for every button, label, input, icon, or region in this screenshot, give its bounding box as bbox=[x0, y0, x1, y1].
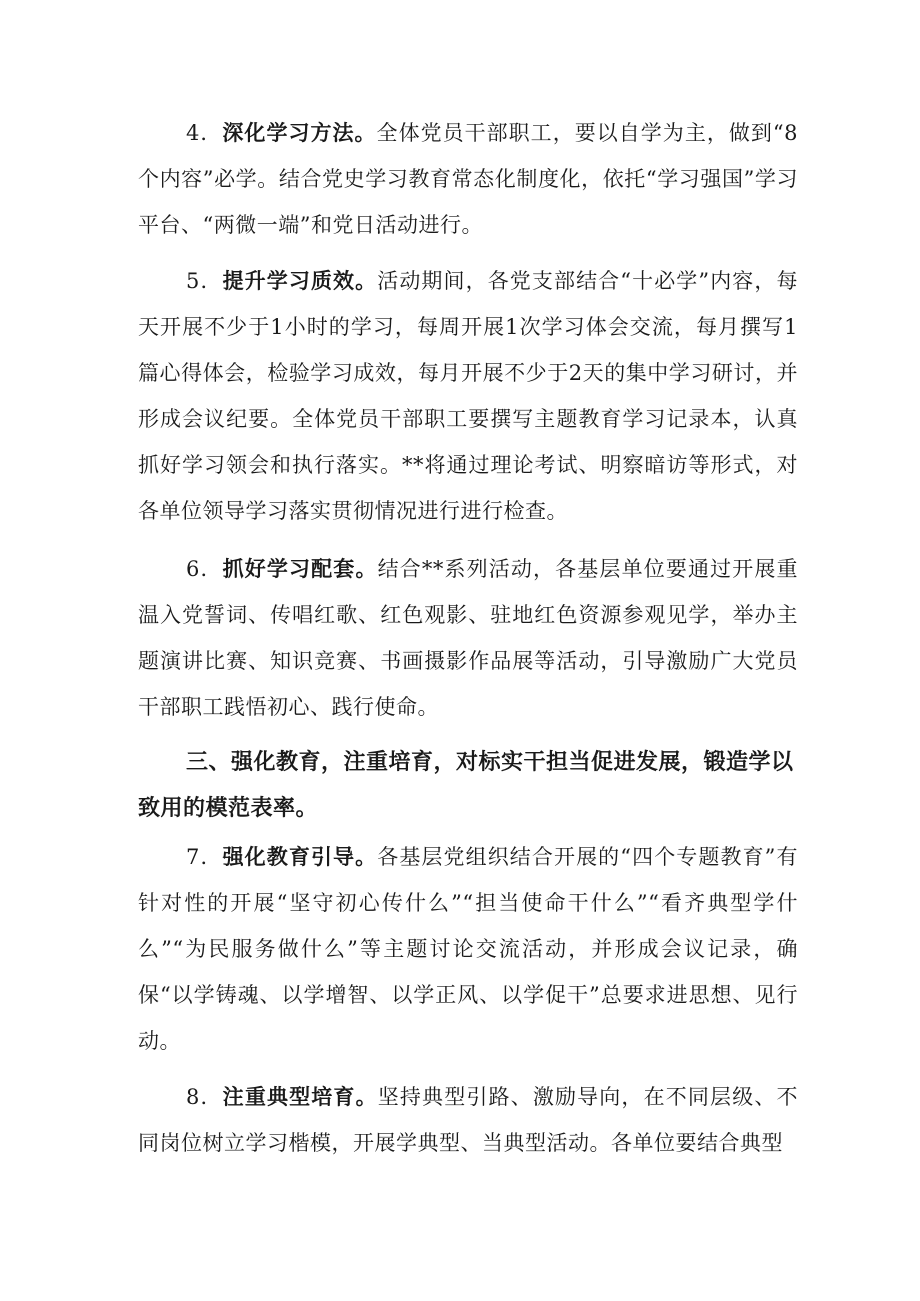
item-body: 全体党员干部职工，要以自学为主，做到“8个内容”必学。结合党史学习教育常态化制度化，依托“学习强国”学习平台、“两微一端”和党日活动进行。 bbox=[138, 121, 798, 237]
item-number: 5． bbox=[186, 269, 223, 293]
paragraph-item-5 bbox=[138, 258, 798, 534]
item-number: 8． bbox=[186, 1085, 223, 1109]
item-number: 6． bbox=[186, 557, 223, 581]
paragraph-item-6 bbox=[138, 546, 798, 730]
item-heading: 抓好学习配套。 bbox=[222, 557, 378, 581]
item-heading: 提升学习质效。 bbox=[222, 269, 378, 293]
section-heading-three: 三、强化教育，注重培育，对标实干担当促进发展，锻造学以致用的模范表率。 bbox=[138, 750, 794, 821]
item-body: 各基层党组织结合开展的“四个专题教育”有针对性的开展“坚守初心传什么”“担当使命干什么”“看齐典型学什么”“为民服务做什么”等主题讨论交流活动，并形成会议记录，确保“以学铸魂、以学增智、以学正风、以学促干”总要求进思想、见行动。 bbox=[138, 845, 798, 1053]
paragraph-item-7 bbox=[138, 834, 798, 1064]
item-heading: 注重典型培育。 bbox=[222, 1085, 378, 1109]
item-number: 7． bbox=[186, 845, 223, 869]
item-body: 结合**系列活动，各基层单位要通过开展重温入党誓词、传唱红歌、红色观影、驻地红色资源参观见学，举办主题演讲比赛、知识竞赛、书画摄影作品展等活动，引导激励广大党员干部职工践悟初心、践行使命。 bbox=[138, 557, 799, 719]
item-body: 活动期间，各党支部结合“十必学”内容，每天开展不少于1小时的学习，每周开展1次学习体会交流，每月撰写1篇心得体会，检验学习成效，每月开展不少于2天的集中学习研讨，并形成会议纪要。全体党员干部职工要撰写主题教育学习记录本，认真抓好学习领会和执行落实。**将通过理论考试、明察暗访等形式，对各单位领导学习落实贯彻情况进行进行检查。 bbox=[138, 269, 798, 523]
item-heading: 强化教育引导。 bbox=[222, 845, 378, 869]
paragraph-item-8 bbox=[138, 1074, 798, 1166]
paragraph-item-4 bbox=[138, 110, 798, 248]
item-heading: 深化学习方法。 bbox=[222, 121, 377, 145]
item-number: 4． bbox=[186, 121, 223, 145]
item-body: 坚持典型引路、激励导向，在不同层级、不同岗位树立学习楷模，开展学典型、当典型活动。各单位要结合典型 bbox=[138, 1085, 798, 1155]
